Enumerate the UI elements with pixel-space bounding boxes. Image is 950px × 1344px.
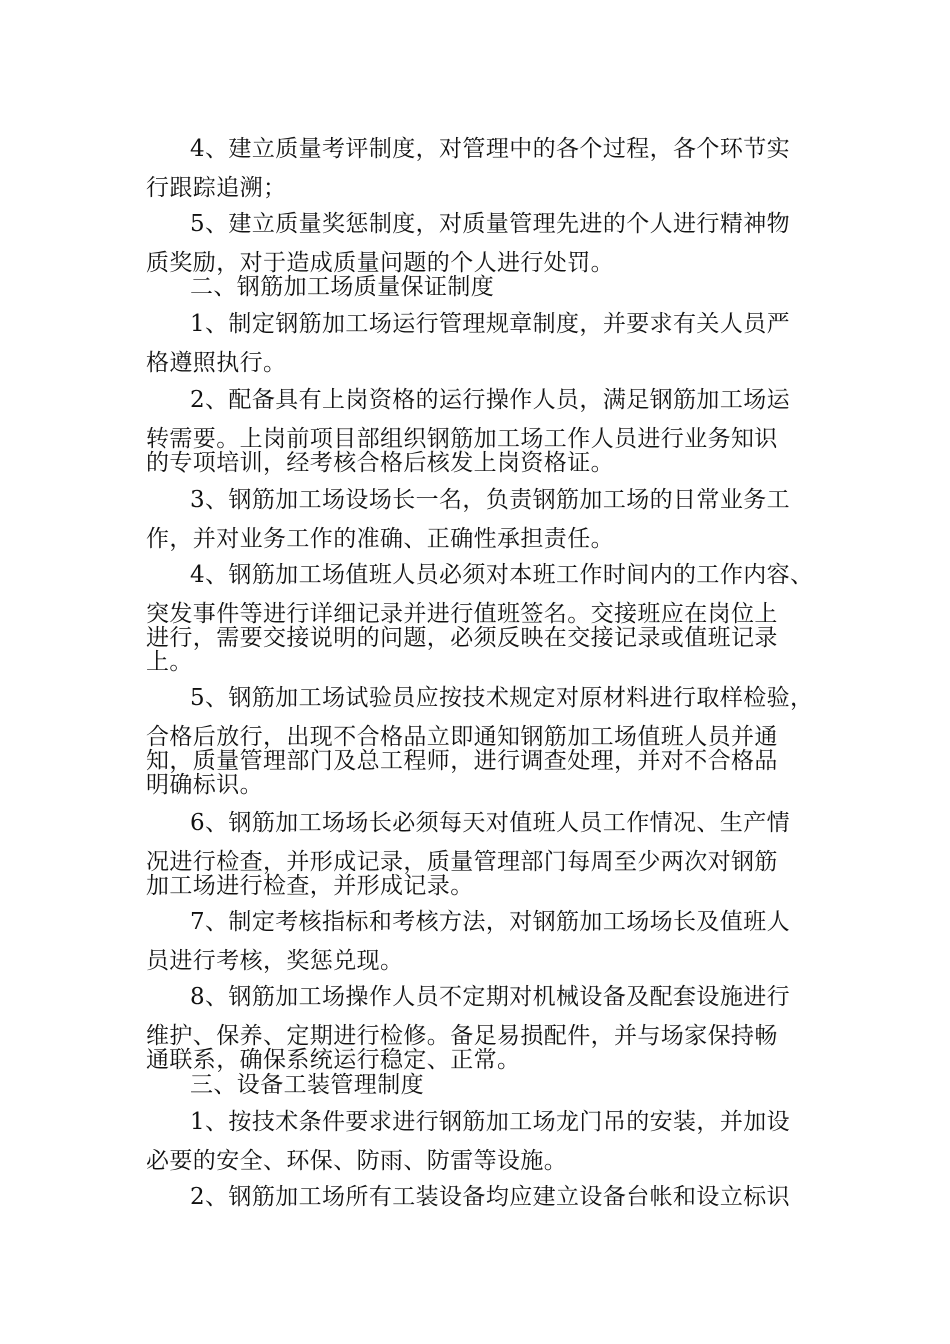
text-line: 况进行检查，并形成记录，质量管理部门每周至少两次对钢筋: [146, 849, 778, 875]
text-line: 5、建立质量奖惩制度，对质量管理先进的个人进行精神物: [190, 211, 791, 237]
text-line: 加工场进行检查，并形成记录。: [146, 873, 474, 899]
text-line: 行跟踪追溯；: [146, 175, 287, 201]
text-line: 8、钢筋加工场操作人员不定期对机械设备及配套设施进行: [190, 984, 791, 1010]
text-line: 突发事件等进行详细记录并进行值班签名。交接班应在岗位上: [146, 601, 778, 627]
text-line: 5、钢筋加工场试验员应按技术规定对原材料进行取样检验，: [190, 685, 814, 711]
text-line: 格遵照执行。: [146, 350, 287, 376]
text-line: 必要的安全、环保、防雨、防雷等设施。: [146, 1148, 568, 1174]
text-line: 的专项培训，经考核合格后核发上岗资格证。: [146, 450, 614, 476]
text-line: 1、按技术条件要求进行钢筋加工场龙门吊的安装，并加设: [190, 1109, 791, 1135]
text-line: 合格后放行，出现不合格品立即通知钢筋加工场值班人员并通: [146, 724, 778, 750]
section-heading: 三、设备工装管理制度: [190, 1072, 424, 1098]
text-line: 3、钢筋加工场设场长一名，负责钢筋加工场的日常业务工: [190, 487, 791, 513]
text-line: 员进行考核，奖惩兑现。: [146, 948, 404, 974]
text-line: 通联系，确保系统运行稳定、正常。: [146, 1047, 521, 1073]
text-line: 4、钢筋加工场值班人员必须对本班工作时间内的工作内容、: [190, 562, 814, 588]
text-line: 进行，需要交接说明的问题，必须反映在交接记录或值班记录: [146, 625, 778, 651]
section-heading: 二、钢筋加工场质量保证制度: [190, 274, 495, 300]
text-line: 2、钢筋加工场所有工装设备均应建立设备台帐和设立标识: [190, 1184, 791, 1210]
text-line: 质奖励，对于造成质量问题的个人进行处罚。: [146, 250, 614, 276]
text-line: 明确标识。: [146, 772, 263, 798]
text-line: 转需要。上岗前项目部组织钢筋加工场工作人员进行业务知识: [146, 426, 778, 452]
text-line: 6、钢筋加工场场长必须每天对值班人员工作情况、生产情: [190, 810, 791, 836]
text-line: 维护、保养、定期进行检修。备足易损配件，并与场家保持畅: [146, 1023, 778, 1049]
text-line: 上。: [146, 649, 193, 675]
text-line: 1、制定钢筋加工场运行管理规章制度，并要求有关人员严: [190, 311, 791, 337]
text-line: 作，并对业务工作的准确、正确性承担责任。: [146, 526, 614, 552]
text-line: 知，质量管理部门及总工程师，进行调查处理，并对不合格品: [146, 748, 778, 774]
text-line: 2、配备具有上岗资格的运行操作人员，满足钢筋加工场运: [190, 387, 791, 413]
text-line: 4、建立质量考评制度，对管理中的各个过程，各个环节实: [190, 136, 791, 162]
text-line: 7、制定考核指标和考核方法，对钢筋加工场场长及值班人: [190, 909, 791, 935]
